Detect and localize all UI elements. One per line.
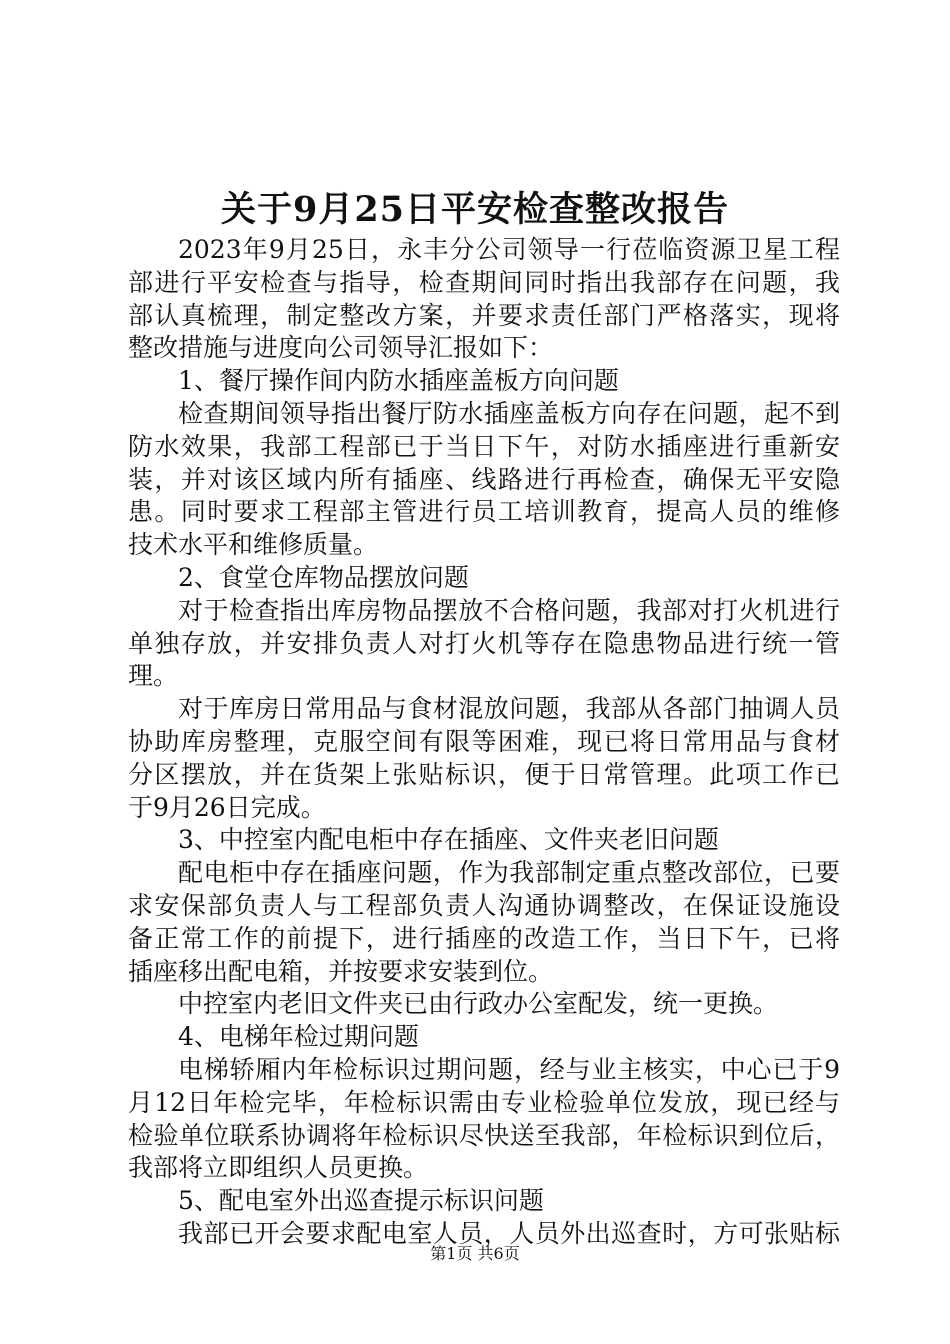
paragraph-line: 配电柜中存在插座问题，作为我部制定重点整改部位，已要: [178, 858, 840, 888]
page-number: 第1页 共6页: [430, 1244, 520, 1263]
paragraph-line: 部认真梳理，制定整改方案，并要求责任部门严格落实，现将: [128, 300, 840, 330]
paragraph-line: 检查期间领导指出餐厅防水插座盖板方向存在问题，起不到: [178, 398, 840, 428]
section-heading: 3、中控室内配电柜中存在插座、文件夹老旧问题: [178, 825, 719, 855]
paragraph-line: 防水效果，我部工程部已于当日下午，对防水插座进行重新安: [128, 431, 840, 461]
document-body: [128, 234, 840, 1251]
paragraph-line: 患。同时要求工程部主管进行员工培训教育，提高人员的维修: [128, 497, 840, 527]
paragraph-line: 电梯轿厢内年检标识过期问题，经与业主核实，中心已于9: [178, 1054, 840, 1084]
paragraph-line: 月12日年检完毕，年检标识需由专业检验单位发放，现已经与: [128, 1087, 840, 1117]
paragraph-line: 我部已开会要求配电室人员，人员外出巡查时，方可张贴标: [178, 1218, 840, 1248]
paragraph-line: 单独存放，并安排负责人对打火机等存在隐患物品进行统一管: [128, 628, 840, 658]
paragraph-line: 我部将立即组织人员更换。: [128, 1153, 429, 1183]
paragraph-line: 对于检查指出库房物品摆放不合格问题，我部对打火机进行: [178, 595, 840, 625]
paragraph-line: 2023年9月25日，永丰分公司领导一行莅临资源卫星工程: [178, 235, 840, 264]
section-heading: 1、餐厅操作间内防水插座盖板方向问题: [178, 366, 619, 396]
section-heading: 5、配电室外出巡查提示标识问题: [178, 1186, 544, 1216]
paragraph-line: 备正常工作的前提下，进行插座的改造工作，当日下午，已将: [128, 923, 840, 953]
paragraph-line: 检验单位联系协调将年检标识尽快送至我部，年检标识到位后，: [128, 1120, 840, 1150]
section-heading: 2、食堂仓库物品摆放问题: [178, 562, 469, 592]
paragraph-line: 于9月26日完成。: [128, 792, 326, 822]
paragraph-line: 中控室内老旧文件夹已由行政办公室配发，统一更换。: [178, 989, 779, 1019]
paragraph-line: 求安保部负责人与工程部负责人沟通协调整改，在保证设施设: [128, 890, 840, 920]
paragraph-line: 技术水平和维修质量。: [128, 530, 379, 560]
paragraph-line: 理。: [128, 661, 179, 691]
document-title: 关于9月25日平安检查整改报告: [220, 189, 730, 230]
paragraph-line: 装，并对该区域内所有插座、线路进行再检查，确保无平安隐: [128, 464, 840, 494]
paragraph-line: 整改措施与进度向公司领导汇报如下：: [128, 333, 554, 363]
paragraph-line: 分区摆放，并在货架上张贴标识，便于日常管理。此项工作已: [128, 759, 840, 789]
paragraph-line: 协助库房整理，克服空间有限等困难，现已将日常用品与食材: [128, 726, 840, 756]
section-heading: 4、电梯年检过期问题: [178, 1022, 419, 1052]
paragraph-line: 部进行平安检查与指导，检查期间同时指出我部存在问题，我: [128, 267, 840, 297]
paragraph-line: 插座移出配电箱，并按要求安装到位。: [128, 956, 554, 986]
paragraph-line: 对于库房日常用品与食材混放问题，我部从各部门抽调人员: [178, 694, 840, 724]
